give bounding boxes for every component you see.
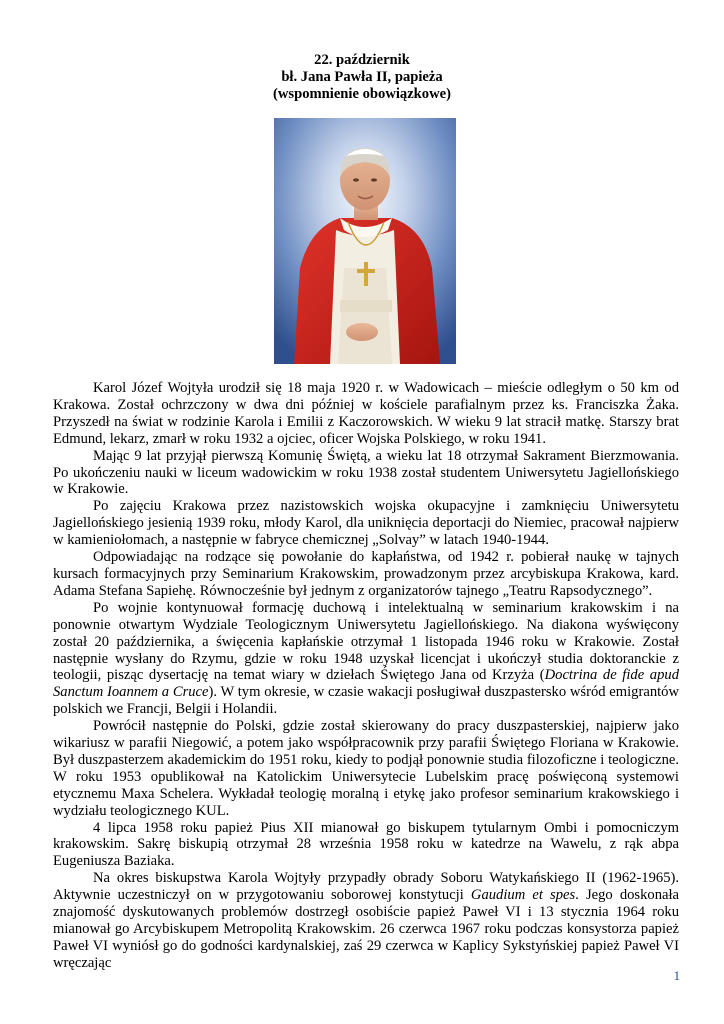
paragraph — [53, 600, 679, 718]
feast-title: bł. Jana Pawła II, papieża — [281, 69, 443, 85]
paragraph-text: ). W tym okresie, w czasie wakacji posługiwał duszpastersko wśród emigrantów polskich we Francji, Belgii i Holandii. — [53, 684, 680, 718]
paragraph-text: . Jego doskonała znajomość dyskutowanych problemów dostrzegł osobiście papież Paweł VI i 13 stycznia 1964 roku mianował go Arcybiskupem Metropolitą Krakowskim. 26 czerwca 1967 roku podczas konsystorza papież Paweł VI wyniósł go do godności kardynalskiej, zaś 29 czerwca w Kaplicy Sykstyńskiej papież Paweł VI wręczając — [53, 887, 680, 971]
page-number: 1 — [673, 969, 680, 983]
paragraph: 4 lipca 1958 roku papież Pius XII mianował go biskupem tytularnym Ombi i pomocniczym krakowskim. Sakrę biskupią otrzymał 28 września 1958 roku w katedrze na Wawelu, z rąk abpa Eugeniusza Baziaka. — [53, 819, 679, 870]
paragraph: Mając 9 lat przyjął pierwszą Komunię Świętą, a wieku lat 18 otrzymał Sakrament Bierzmowania. Po ukończeniu nauki w liceum wadowickim w roku 1938 został studentem Uniwersytetu Jagiellońskiego w Krakowie. — [53, 447, 679, 498]
paragraph: Powrócił następnie do Polski, gdzie został skierowany do pracy duszpasterskiej, najpierw jako wikariusz w parafii Niegowić, a potem jako współpracownik przy parafii Świętego Floriana w Krakowie. Był duszpasterzem akademickim do 1951 roku, kiedy to podjął ponownie studia filozoficzne i teologiczne. W roku 1953 opublikował na Katolickim Uniwersytecie Lubelskim pracę poświęconą systemowi etycznemu Maxa Schelera. Wykładał teologię moralną i etykę jako profesor seminarium krakowskiego i wydziału teologicznego KUL. — [53, 718, 679, 819]
paragraph-text: Na okres biskupstwa Karola Wojtyły przypadły obrady Soboru Watykańskiego II (1962-1965). Aktywnie uczestniczył on w przygotowaniu soborowej konstytucji — [53, 870, 679, 904]
portrait-of-pope-john-paul-ii-icon — [274, 118, 456, 364]
feast-date: 22. październik — [314, 52, 410, 68]
page-header — [0, 52, 724, 103]
paragraph: Odpowiadając na rodzące się powołanie do kapłaństwa, od 1942 r. pobierał naukę w tajnych kursach formacyjnych przy Seminarium Krakowskim, prowadzonym przez arcybiskupa Krakowa, kard. Adama Stefana Sapiehę. Równocześnie był jednym z organizatorów tajnego „Teatru Rapsodycznego”. — [53, 549, 679, 599]
constitution-title: Gaudium et spes — [470, 887, 576, 904]
paragraph: Po zajęciu Krakowa przez nazistowskich wojska okupacyjne i zamknięciu Uniwersytetu Jagiellońskiego jesienią 1939 roku, młody Karol, dla uniknięcia deportacji do Niemiec, pracował najpierw w kamieniołomach, a następnie w fabryce chemicznej „Solvay” w latach 1940-1944. — [53, 498, 679, 549]
paragraph-text: Po wojnie kontynuował formację duchową i intelektualną w seminarium krakowskim i na ponownie otwartym Wydziale Teologicznym Uniwersytetu Jagiellońskiego. Na diakona wyświęcony został 20 października, a święcenia kapłańskie otrzymał 1 listopada 1946 roku w Krakowie. Został następnie wysłany do Rzymu, gdzie w roku 1948 uzyskał licencjat i ukończył studia doktoranckie z teologii, pisząc dysertację na temat wiary w dziełach Świętego Jana od Krzyża ( — [53, 599, 679, 684]
paragraph — [53, 870, 679, 971]
feast-rank: (wspomnienie obowiązkowe) — [273, 86, 451, 102]
portrait-image — [274, 118, 456, 364]
biography-text — [53, 380, 679, 972]
latin-title: Doctrina de fide apud Sanctum Ioannem a Cruce — [53, 667, 679, 701]
paragraph: Karol Józef Wojtyła urodził się 18 maja 1920 r. w Wadowicach – mieście odległym o 50 km od Krakowa. Został ochrzczony w dwa dni później w kościele parafialnym przez ks. Franciszka Żaka. Przyszedł na świat w rodzinie Karola i Emilii z Kaczorowskich. W wieku 9 lat stracił matkę. Starszy brat Edmund, lekarz, zmarł w roku 1932 a ojciec, oficer Wojska Polskiego, w roku 1941. — [53, 380, 679, 447]
